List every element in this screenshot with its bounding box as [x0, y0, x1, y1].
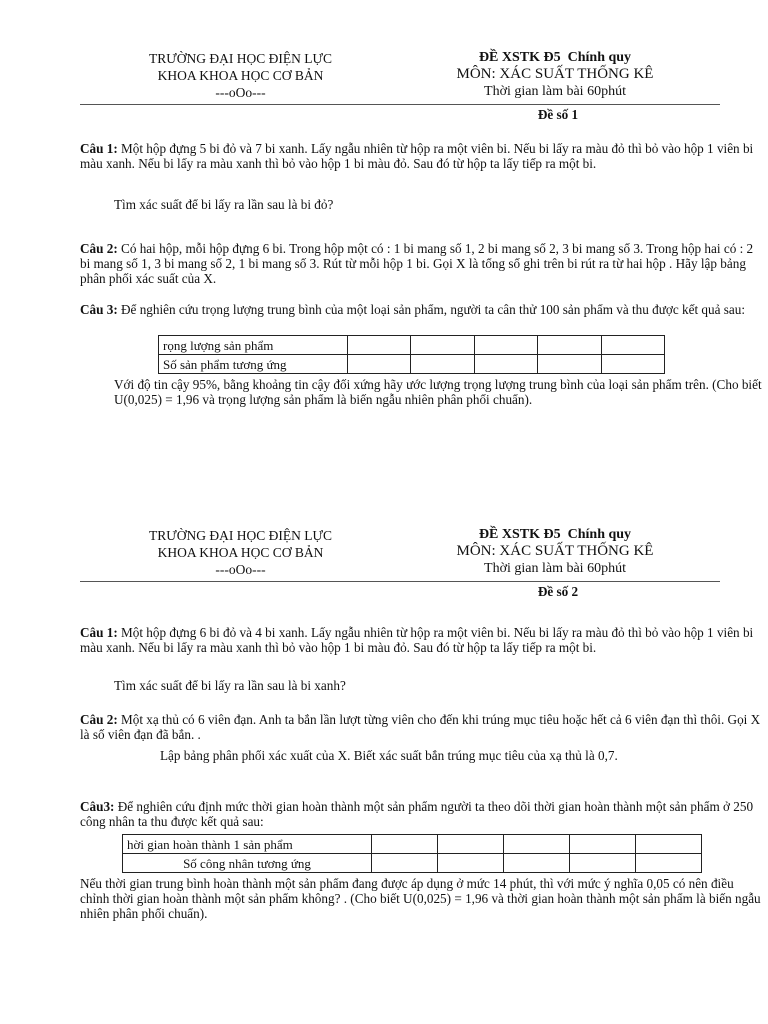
- table-cell: [411, 355, 474, 374]
- exam-header: [405, 49, 705, 100]
- exam-number: Đề số 2: [537, 584, 579, 599]
- header-divider: [80, 104, 720, 105]
- table-cell: [372, 854, 438, 873]
- question-2: [80, 712, 765, 742]
- table-cell: [570, 854, 636, 873]
- table-row: [123, 835, 702, 854]
- question-label: Câu3:: [80, 799, 115, 814]
- data-table: [122, 834, 702, 873]
- question-3-after: Với độ tin cậy 95%, bằng khoảng tin cậy đối xứng hãy ước lượng trọng lượng trung bình của loại sản phẩm trên. (Cho biết U(0,025) = 1,96 và trọng lượng sản phẩm là biến ngẫu nhiên phân phối chuẩn).: [114, 377, 762, 407]
- school-name: TRƯỜNG ĐẠI HỌC ĐIỆN LỰC: [149, 528, 332, 543]
- table-cell: [601, 336, 664, 355]
- question-label: Câu 1:: [80, 625, 118, 640]
- question-text: Để nghiên cứu trọng lượng trung bình của một loại sản phẩm, người ta cân thử 100 sản phẩm và thu được kết quả sau:: [117, 302, 745, 317]
- question-2: [80, 241, 765, 286]
- question-label: Câu 1:: [80, 141, 118, 156]
- exam-code-prefix: ĐỀ XSTK Đ5: [478, 527, 561, 542]
- data-table: [158, 335, 665, 374]
- question-text: Một hộp đựng 5 bi đỏ và 7 bi xanh. Lấy ngẫu nhiên từ hộp ra một viên bi. Nếu bi lấy ra màu đỏ thì bỏ vào hộp 1 viên bi màu xanh. Nếu bi lấy ra màu xanh thì bỏ vào hộp 1 bi màu đỏ. Sau đó từ hộp ta lấy tiếp ra một bi.: [80, 141, 754, 171]
- table-cell: [504, 854, 570, 873]
- question-3-after: Nếu thời gian trung bình hoàn thành một sản phẩm đang được áp dụng ở mức 14 phút, thì với mức ý nghĩa 0,05 có nên điều chỉnh thời gian hoàn thành một sản phẩm không? . (Cho biết U(0,025) = 1,96 và thời gian hoàn thành một sản phẩm là biến ngẫu nhiên phân phối chuẩn).: [80, 876, 761, 921]
- exam-number: Đề số 1: [537, 107, 579, 122]
- exam-subject: MÔN: XÁC SUẤT THỐNG KÊ: [456, 66, 654, 82]
- faculty-name: KHOA KHOA HỌC CƠ BẢN: [157, 545, 324, 560]
- question-3: [80, 302, 765, 317]
- question-3: [80, 799, 765, 829]
- table-cell: [601, 355, 664, 374]
- exam-code-type: Chính quy: [567, 50, 632, 65]
- question-2-ask: Lập bảng phân phối xác xuất của X. Biết xác suất bắn trúng mục tiêu của xạ thủ là 0,7.: [160, 748, 618, 763]
- question-label: Câu 2:: [80, 712, 118, 727]
- table-cell: [411, 336, 474, 355]
- school-header: [88, 527, 393, 578]
- school-header: [88, 50, 393, 101]
- header-divider: [80, 581, 720, 582]
- table-cell: [372, 835, 438, 854]
- table-row: [159, 355, 665, 374]
- table-cell: [570, 835, 636, 854]
- question-1: [80, 141, 765, 171]
- question-label: Câu 3:: [80, 302, 118, 317]
- exam-duration: Thời gian làm bài 60phút: [484, 84, 626, 99]
- table-cell: [438, 854, 504, 873]
- exam-subject: MÔN: XÁC SUẤT THỐNG KÊ: [456, 543, 654, 559]
- table-cell: [348, 336, 411, 355]
- table-cell: [538, 336, 601, 355]
- table-cell: [636, 854, 702, 873]
- exam-code: [405, 49, 705, 66]
- faculty-name: KHOA KHOA HỌC CƠ BẢN: [157, 68, 324, 83]
- table-cell: [636, 835, 702, 854]
- ornament: ---oOo---: [215, 562, 266, 577]
- exam-code: [405, 526, 705, 543]
- table-cell: [438, 835, 504, 854]
- exam-header: [405, 526, 705, 577]
- question-1: [80, 625, 765, 655]
- row-label: rọng lượng sản phẩm: [159, 336, 348, 355]
- table-row: [159, 336, 665, 355]
- table-cell: [474, 336, 537, 355]
- row-label: hời gian hoàn thành 1 sản phẩm: [123, 835, 372, 854]
- school-name: TRƯỜNG ĐẠI HỌC ĐIỆN LỰC: [149, 51, 332, 66]
- exam-code-type: Chính quy: [567, 527, 632, 542]
- question-text: Để nghiên cứu định mức thời gian hoàn thành một sản phẩm người ta theo dõi thời gian hoàn thành một sản phẩm ở 250 công nhân ta thu được kết quả sau:: [80, 799, 754, 829]
- question-text: Một hộp đựng 6 bi đỏ và 4 bi xanh. Lấy ngẫu nhiên từ hộp ra một viên bi. Nếu bi lấy ra màu đỏ thì bỏ vào hộp 1 viên bi màu xanh. Nếu bi lấy ra màu xanh thì bỏ vào hộp 1 bi màu đỏ. Sau đó từ hộp ta lấy tiếp ra một bi.: [80, 625, 754, 655]
- table-cell: [348, 355, 411, 374]
- table-cell: [504, 835, 570, 854]
- exam-code-prefix: ĐỀ XSTK Đ5: [478, 50, 561, 65]
- question-text: Một xạ thủ có 6 viên đạn. Anh ta bắn lần lượt từng viên cho đến khi trúng mục tiêu hoặc hết cả 6 viên đạn thì thôi. Gọi X là số viên đạn đã bắn. .: [80, 712, 761, 742]
- question-text: Có hai hộp, mỗi hộp đựng 6 bi. Trong hộp một có : 1 bi mang số 1, 2 bi mang số 2, 3 bi mang số 3. Trong hộp hai có : 2 bi mang số 1, 3 bi mang số 2, 1 bi mang số 3. Rút từ mỗi hộp 1 bi. Gọi X là tổng số ghi trên bi rút ra từ hai hộp . Hãy lập bảng phân phối xác suất của X.: [80, 241, 754, 286]
- question-label: Câu 2:: [80, 241, 118, 256]
- table-cell: [474, 355, 537, 374]
- question-1-ask: Tìm xác suất để bi lấy ra lần sau là bi đỏ?: [114, 197, 334, 212]
- ornament: ---oOo---: [215, 85, 266, 100]
- row-label: Số công nhân tương ứng: [123, 854, 372, 873]
- row-label: Số sản phẩm tương ứng: [159, 355, 348, 374]
- table-cell: [538, 355, 601, 374]
- table-row: [123, 854, 702, 873]
- exam-duration: Thời gian làm bài 60phút: [484, 561, 626, 576]
- question-1-ask: Tìm xác suất để bi lấy ra lần sau là bi xanh?: [114, 678, 346, 693]
